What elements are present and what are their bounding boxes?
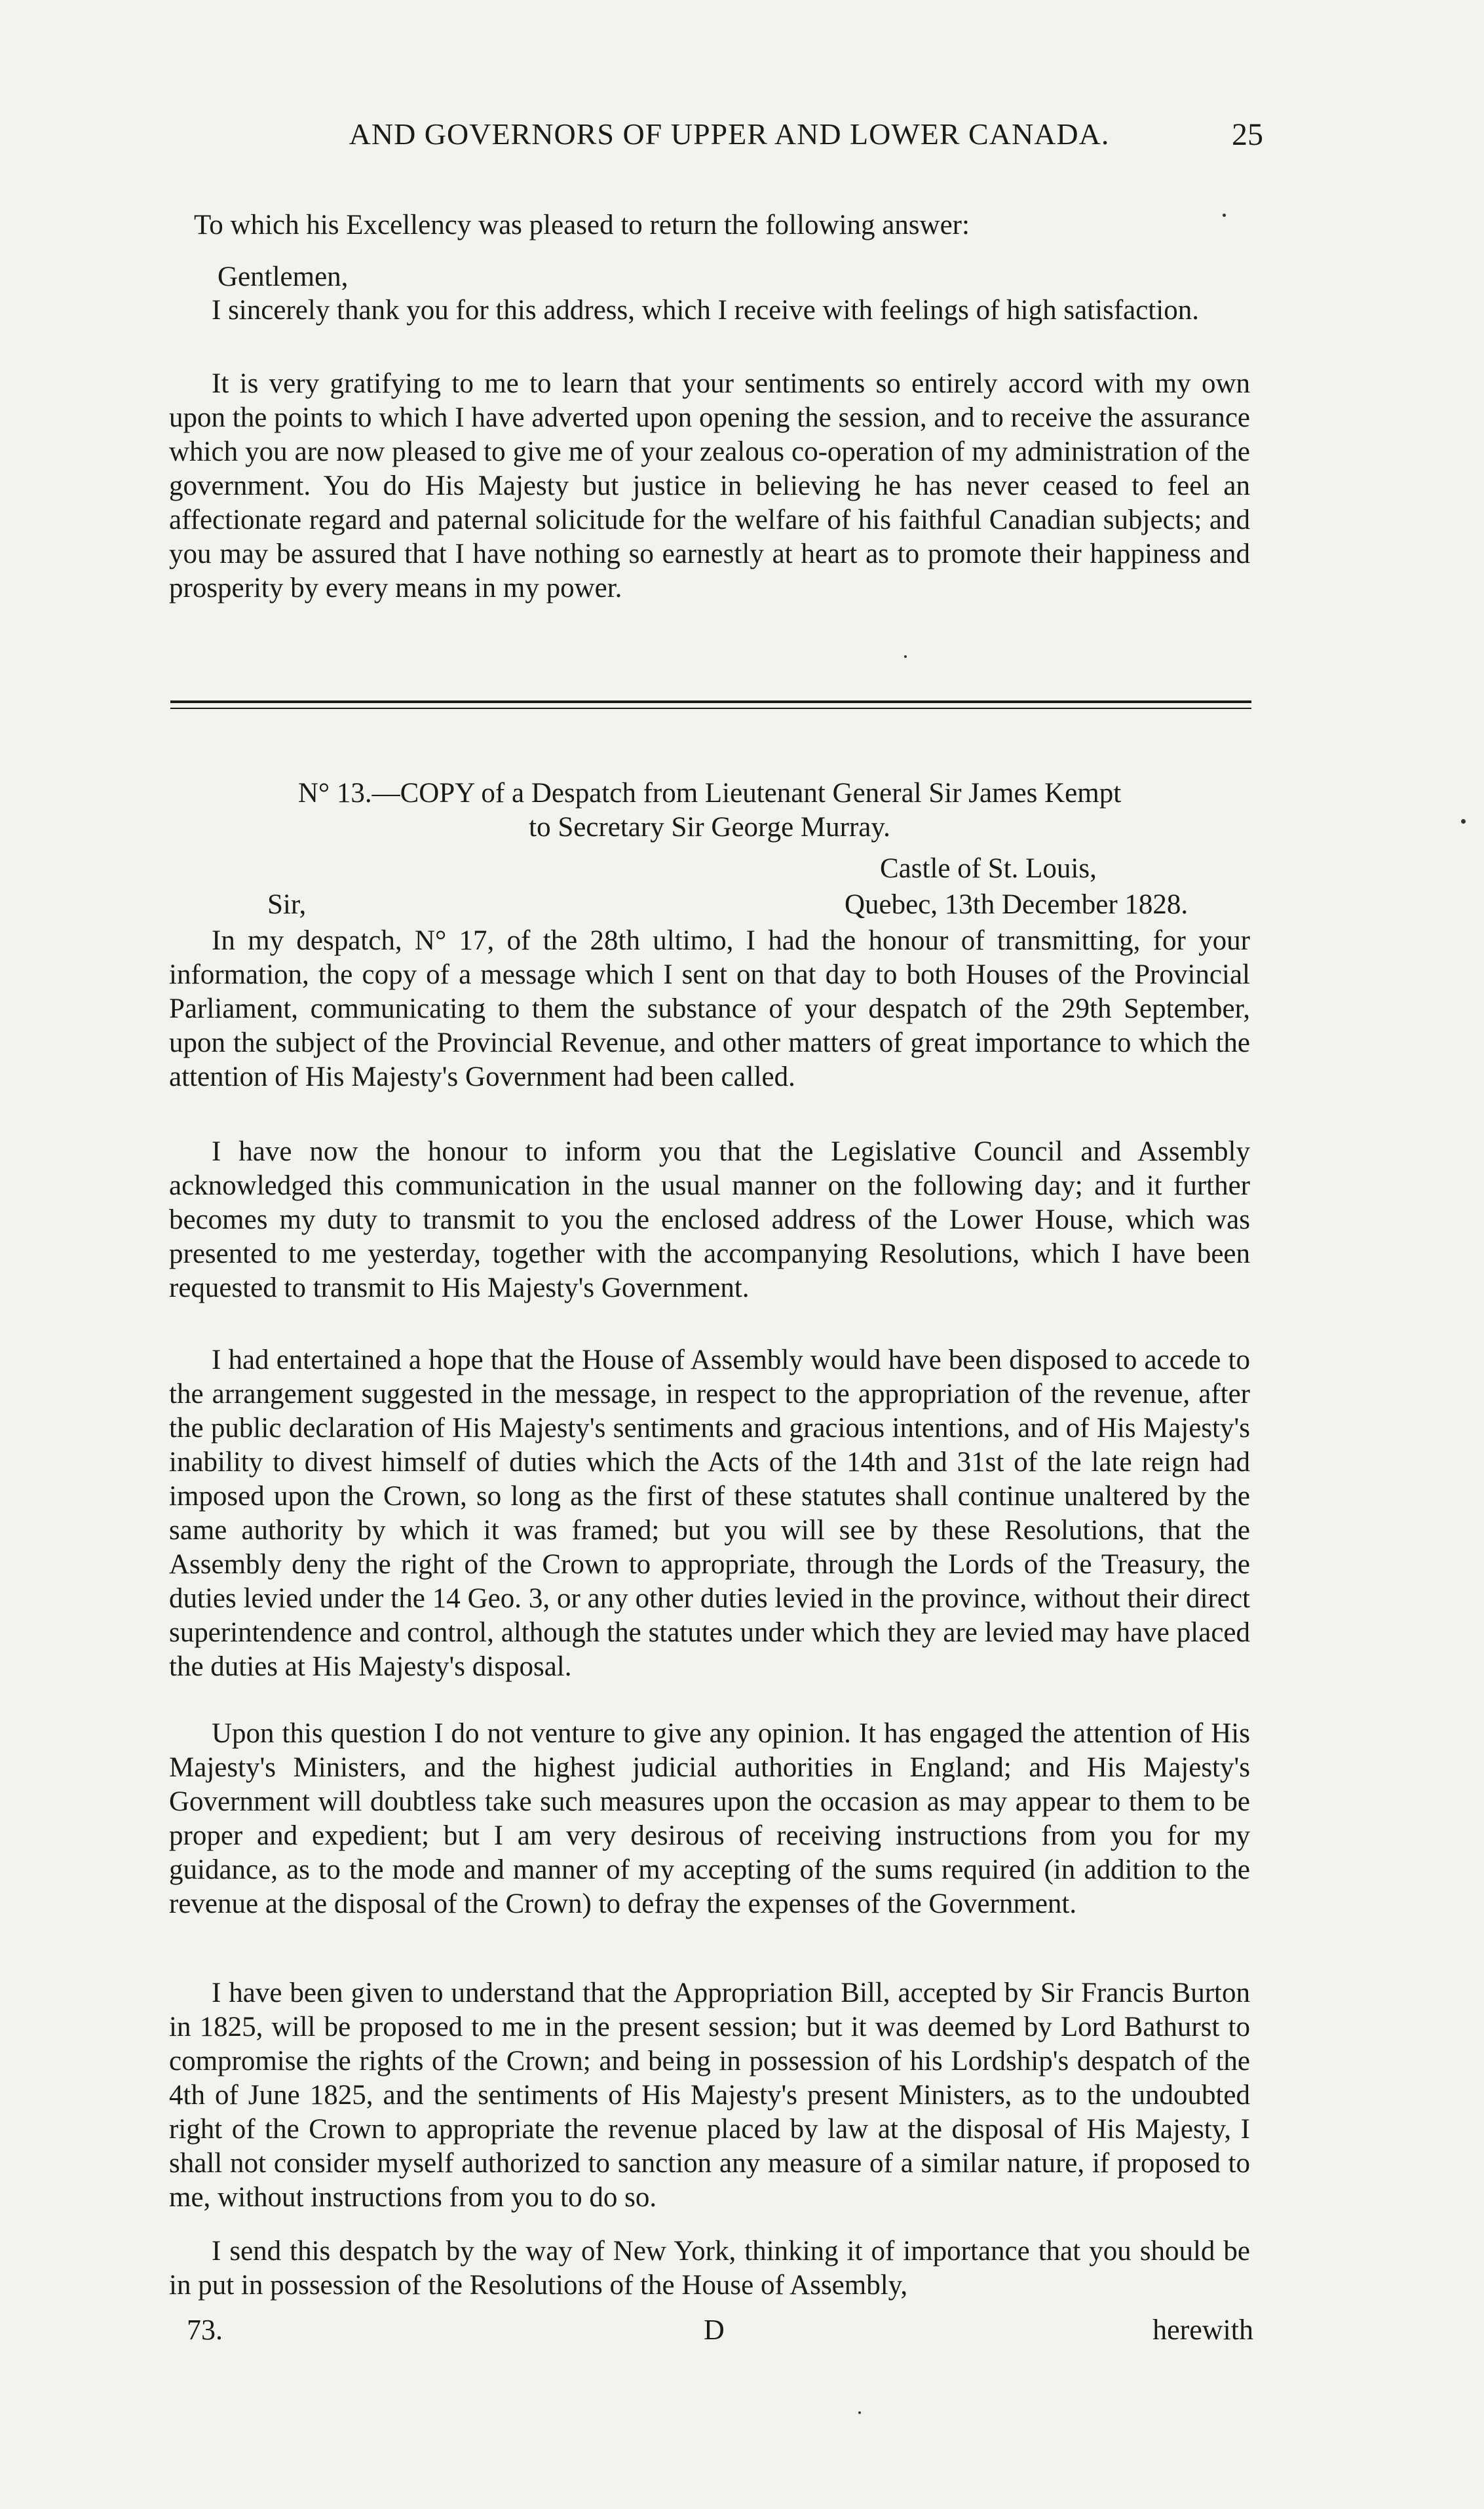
despatch-heading <box>169 776 1250 845</box>
scan-speck <box>904 655 907 658</box>
despatch-date: Quebec, 13th December 1828. <box>845 889 1189 920</box>
page-number: 25 <box>1232 117 1263 152</box>
footer-catchword: herewith <box>1152 2314 1253 2346</box>
section-divider-thin <box>170 708 1251 709</box>
section-divider <box>170 700 1251 703</box>
despatch-place: Castle of St. Louis, <box>880 853 1097 884</box>
answer-salutation: Gentlemen, <box>218 261 349 292</box>
despatch-paragraph-2: I have now the honour to inform you that the Legislative Council and Assembly acknowledged this communication in the usual manner on the following day; and it further becomes my duty to transmit to you the enclosed address of the Lower House, which was presented to me yesterday, together with the accompanying Resolutions, which I have been requested to transmit to His Majesty's Government. <box>169 1136 1250 1303</box>
despatch-salutation: Sir, <box>267 889 307 920</box>
despatch-paragraph-5: I have been given to understand that the Appropriation Bill, accepted by Sir Francis Burton in 1825, will be proposed to me in the present session; but it was deemed by Lord Bathurst to compromise the rights of the Crown; and being in possession of his Lordship's despatch of the 4th of June 1825, and the sentiments of His Majesty's present Ministers, as to the undoubted right of the Crown to appropriate the revenue placed by law at the disposal of His Majesty, I shall not consider myself authorized to sanction any measure of a similar nature, if proposed to me, without instructions from you to do so. <box>169 1978 1250 2213</box>
footer-signature-mark: D <box>704 2314 725 2346</box>
scan-speck <box>1223 214 1226 217</box>
footer-sheet-number: 73. <box>187 2314 223 2346</box>
answer-paragraph-1: I sincerely thank you for this address, which I receive with feelings of high satisfaction. <box>212 295 1199 326</box>
scan-speck <box>1461 819 1466 824</box>
running-header <box>251 117 1263 169</box>
scan-speck <box>858 2411 861 2414</box>
despatch-heading-line-1: N° 13.—COPY of a Despatch from Lieutenant General Sir James Kempt <box>297 778 1122 809</box>
despatch-paragraph-3: I had entertained a hope that the House of Assembly would have been disposed to accede to the arrangement suggested in the message, in respect to the appropriation of the revenue, after the public declaration of His Majesty's sentiments and gracious intentions, and of His Majesty's inability to divest himself of duties which the Acts of the 14th and 31st of the late reign had imposed upon the Crown, so long as the first of these statutes shall continue unaltered by the same authority by which it was framed; but you will see by these Resolutions, that the Assembly deny the right of the Crown to appropriate, through the Lords of the Treasury, the duties levied under the 14 Geo. 3, or any other duties levied in the province, without their direct superintendence and control, although the statutes under which they are levied may have placed the duties at His Majesty's disposal. <box>169 1345 1250 1682</box>
despatch-paragraph-6: I send this despatch by the way of New York, thinking it of importance that you should be in put in possession of the Resolutions of the House of Assembly, <box>169 2236 1250 2301</box>
despatch-paragraph-4: Upon this question I do not venture to give any opinion. It has engaged the attention of His Majesty's Ministers, and the highest judicial authorities in England; and His Majesty's Government will doubtless take such measures upon the occasion as may appear to them to be proper and expedient; but I am very desirous of receiving instructions from you for my guidance, as to the mode and manner of my accepting of the sums required (in addition to the revenue at the disposal of the Crown) to defray the expenses of the Government. <box>169 1718 1250 1919</box>
answer-paragraph-2: It is very gratifying to me to learn that your sentiments so entirely accord with my own upon the points to which I have adverted upon opening the session, and to receive the assurance which you are now pleased to give me of your zealous co-operation of my administration of the government. You do His Majesty but justice in believing he has never ceased to feel an affectionate regard and paternal solicitude for the welfare of his faithful Canadian subjects; and you may be assured that I have nothing so earnestly at heart as to promote their happiness and prosperity by every means in my power. <box>169 368 1250 603</box>
despatch-heading-line-2: to Secretary Sir George Murray. <box>529 812 890 843</box>
answer-intro: To which his Excellency was pleased to return the following answer: <box>194 210 970 240</box>
despatch-paragraph-1: In my despatch, N° 17, of the 28th ultimo, I had the honour of transmitting, for your information, the copy of a message which I sent on that day to both Houses of the Provincial Parliament, communicating to them the substance of your despatch of the 29th September, upon the subject of the Provincial Revenue, and other matters of great importance to which the attention of His Majesty's Government had been called. <box>169 925 1250 1092</box>
header-title: AND GOVERNORS OF UPPER AND LOWER CANADA. <box>349 117 1110 151</box>
